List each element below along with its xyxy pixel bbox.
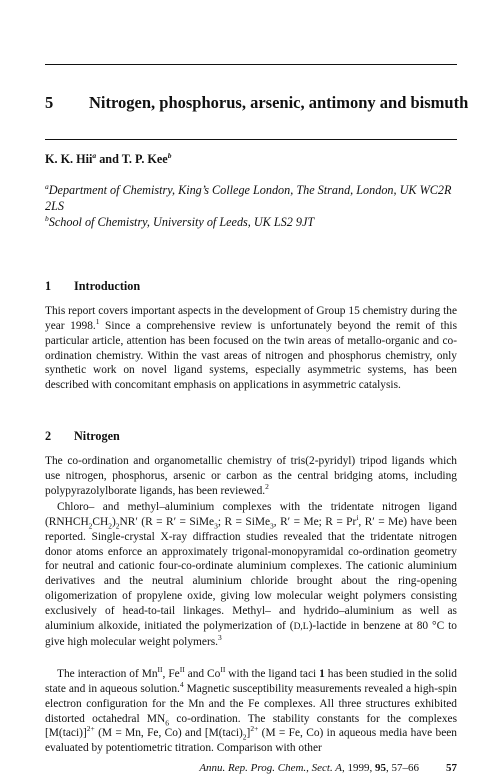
- superscript: 2+: [86, 724, 95, 734]
- text-run: This report covers important aspects in the development of Group 15 chemistry during the year 1998.: [45, 305, 457, 332]
- superscript: II: [179, 665, 185, 675]
- subscript: 2: [88, 521, 93, 531]
- subscript: 3: [214, 521, 218, 531]
- affiliation-a-label: a: [45, 181, 49, 191]
- reference-mark: 4: [179, 680, 184, 690]
- superscript: II: [157, 665, 163, 675]
- text-run: (M = Mn, Fe, Co) and [M(taci): [94, 727, 243, 740]
- text-run: ; R = SiMe: [217, 515, 271, 528]
- text-run: )-lactide in benzene at 80 °C to give high molecular weight polymers.: [45, 619, 457, 648]
- section-title: Introduction: [74, 279, 141, 293]
- citation-pages: , 57–66: [386, 762, 419, 774]
- superscript: i: [356, 513, 359, 523]
- text-run: (M = Fe, Co) in aqueous media have been evaluated by potentiometric titration. Comparison with other: [45, 727, 457, 755]
- affiliation-a-text: Department of Chemistry, King’s College London, The Strand, London, UK WC2R 2LS: [45, 183, 452, 213]
- chapter-title: Nitrogen, phosphorus, arsenic, antimony and bismuth: [89, 93, 469, 112]
- affiliation-a: [45, 183, 457, 214]
- subscript: 2: [115, 521, 120, 531]
- affiliation-b-text: School of Chemistry, University of Leeds, UK LS2 9JT: [48, 215, 315, 229]
- nitrogen-paragraph-1: [45, 454, 457, 499]
- text-run: and Co: [184, 668, 221, 680]
- text-run: The co-ordination and organometallic chemistry of tris(2-pyridyl) tripod ligands which use nitrogen, phosphorus, arsenic or carbon as the central bridging atoms, including polypyrazolylborate ligands, has been reviewed.: [45, 455, 457, 497]
- text-run: ]: [246, 727, 251, 740]
- introduction-paragraph: [45, 304, 457, 393]
- affiliation-b: [45, 215, 457, 231]
- page-number: 57: [446, 762, 457, 774]
- text-run: with the ligand taci: [225, 668, 320, 680]
- subscript: 3: [270, 521, 274, 531]
- compound-number: 1: [319, 668, 325, 680]
- chapter-heading: [45, 93, 468, 113]
- subscript: 2: [108, 521, 112, 531]
- author-1-affiliation-mark: a: [92, 150, 97, 160]
- text-run: , R′ = Me; R = Pr: [273, 515, 357, 528]
- journal-name: Annu. Rep. Prog. Chem., Sect. A: [199, 762, 342, 774]
- section-heading-nitrogen: [45, 429, 120, 444]
- subscript: 6: [165, 717, 170, 727]
- journal-citation: [199, 762, 419, 774]
- text-run: co-ordination. The stability constants for the complexes [M(taci)]: [45, 712, 458, 740]
- reference-mark: 2: [265, 481, 269, 491]
- section-title: Nitrogen: [74, 429, 120, 443]
- text-run: NR′ (R = R′ = SiMe: [119, 515, 215, 528]
- text-run: has been studied in the solid state and in aqueous solution.: [45, 668, 457, 695]
- text-run: Chloro– and methyl–aluminium complexes with the tridentate nitrogen ligand (RNHCH: [45, 501, 457, 528]
- subscript: 2: [242, 732, 247, 742]
- author-conjunction: and: [96, 152, 122, 166]
- reference-mark: 1: [95, 317, 100, 327]
- section-number: 2: [45, 429, 52, 443]
- chapter-number: 5: [45, 93, 54, 112]
- author-2: T. P. Kee: [121, 152, 168, 166]
- author-1: K. K. Hii: [45, 152, 93, 166]
- author-line: [45, 152, 171, 167]
- text-run: CH: [92, 515, 109, 528]
- section-number: 1: [45, 279, 52, 293]
- text-run: , Fe: [162, 668, 180, 680]
- top-rule: [45, 64, 457, 65]
- title-rule: [45, 139, 457, 140]
- superscript: 2+: [250, 724, 259, 734]
- text-run: Since a comprehensive review is unfortunately beyond the remit of this particular article, attention has been focused on the twin areas of metallo-organic and co-ordination chemistry. Within the vast areas of nitrogen and phosphorus chemistry, only synthetic work on novel ligand systems, especially asymmetric systems, has been described with concomitant emphasis on applications in asymmetric catalysis.: [45, 319, 457, 392]
- superscript: II: [220, 665, 226, 675]
- text-run: The interaction of Mn: [57, 668, 158, 680]
- section-heading-introduction: [45, 279, 140, 294]
- reference-mark: 3: [218, 632, 222, 642]
- nitrogen-paragraph-3: [45, 667, 457, 756]
- author-2-affiliation-mark: b: [167, 150, 172, 160]
- small-caps-text: D,L: [293, 621, 309, 632]
- citation-year: , 1999,: [342, 762, 375, 774]
- citation-volume: 95: [375, 762, 386, 774]
- affiliation-b-label: b: [45, 213, 49, 223]
- text-run: ): [112, 515, 116, 528]
- nitrogen-paragraph-2: [45, 500, 457, 649]
- text-run: Magnetic susceptibility measurements revealed a high-spin electron configuration for the Mn and the Fe complexes. All three structures exhibited distorted octahedral MN: [45, 682, 457, 725]
- text-run: , R′ = Me) have been reported. Single-crystal X-ray diffraction studies revealed that the tridentate nitrogen donor atoms enforce an approximately trigonal-monopyramidal co-ordination geometry for neutral and cationic four-co-ordinate aluminium complexes. The cationic aluminium derivatives and the neutral aluminium chloride brought about the ring-opening oligomerization of propylene oxide, giving low molecular weight polymers consisting exclusively of head-to-tail linkages. Methyl– and hydrido–aluminium as well as aluminium alkoxide, initiated the polymerization of (: [45, 515, 457, 632]
